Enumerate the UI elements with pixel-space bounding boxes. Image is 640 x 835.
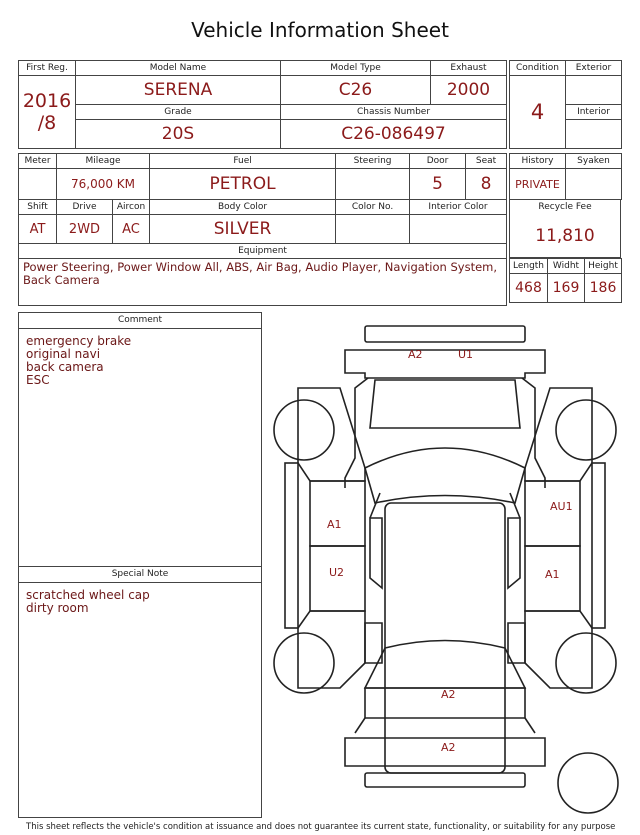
front-bumper [345, 350, 545, 378]
comment-text: emergency brake original navi back camera ESC [26, 334, 132, 387]
steering-value [336, 169, 410, 200]
body-color-value: SILVER [150, 215, 336, 244]
shift-value: AT [19, 215, 57, 244]
door-header: Door [410, 154, 466, 169]
chassis-value: C26-086497 [281, 120, 507, 149]
seat-header: Seat [466, 154, 507, 169]
history-header: History [510, 154, 566, 169]
tail-lamps [355, 718, 535, 733]
left-front-door [310, 481, 365, 546]
special-note-header: Special Note [19, 567, 261, 583]
height-header: Height [585, 259, 622, 274]
aircon-header: Aircon [113, 200, 150, 215]
mark-right-front-door: AU1 [550, 500, 573, 513]
right-rear-wheel [556, 633, 616, 693]
interior-color-header: Interior Color [410, 200, 507, 215]
vehicle-spec-table [18, 153, 507, 306]
mark-rear-bumper: A2 [441, 741, 456, 754]
mark-left-front-door: A1 [327, 518, 342, 531]
color-no-header: Color No. [336, 200, 410, 215]
door-value: 5 [410, 169, 466, 200]
aircon-value: AC [113, 215, 150, 244]
exterior-value [566, 76, 622, 105]
left-skirt [285, 463, 298, 628]
equipment-header: Equipment [19, 244, 507, 259]
disclaimer-footer: This sheet reflects the vehicle's condition at issuance and does not guarantee its current state, functionality, or suitability for any purpose [26, 822, 616, 832]
model-type-header: Model Type [281, 61, 431, 76]
right-window [508, 518, 520, 588]
roof [385, 503, 505, 773]
length-header: Length [510, 259, 548, 274]
width-value: 169 [548, 274, 585, 303]
recycle-fee-table [509, 199, 621, 258]
rear-bumper-strip [365, 773, 525, 787]
mark-tailgate: A2 [441, 688, 456, 701]
left-rear-wheel [274, 633, 334, 693]
condition-header: Condition [510, 61, 566, 76]
first-reg-value [19, 76, 76, 149]
condition-table [509, 60, 622, 149]
pillars [370, 493, 520, 518]
windshield [365, 448, 525, 503]
special-note-box [18, 566, 262, 818]
sheet-title: Vehicle Information Sheet [191, 18, 449, 42]
shift-header: Shift [19, 200, 57, 215]
syaken-value [566, 169, 622, 200]
body-color-header: Body Color [150, 200, 336, 215]
mark-front-bumper-u: U1 [458, 348, 474, 361]
steering-header: Steering [336, 154, 410, 169]
vehicle-info-table [18, 60, 507, 149]
rear-side-windows [365, 623, 525, 663]
color-no-value [336, 215, 410, 244]
interior-header: Interior [566, 105, 622, 120]
right-front-wheel [556, 400, 616, 460]
model-name-value: SERENA [76, 76, 281, 105]
seat-value: 8 [466, 169, 507, 200]
dimensions-table [509, 258, 622, 303]
history-table [509, 153, 622, 200]
hood [370, 380, 520, 428]
mark-right-rear-door: A1 [545, 568, 560, 581]
fuel-header: Fuel [150, 154, 336, 169]
condition-value: 4 [510, 76, 566, 149]
front-fenders [345, 378, 545, 488]
right-skirt [592, 463, 605, 628]
mark-left-rear-door: U2 [329, 566, 345, 579]
comment-box [18, 312, 262, 567]
car-damage-diagram [270, 318, 620, 820]
model-name-header: Model Name [76, 61, 281, 76]
height-value: 186 [585, 274, 622, 303]
special-note-text: scratched wheel cap dirty room [26, 588, 150, 615]
grade-value: 20S [76, 120, 281, 149]
width-header: Widht [548, 259, 585, 274]
grade-header: Grade [76, 104, 281, 120]
exterior-header: Exterior [566, 61, 622, 76]
spare-wheel [558, 753, 618, 813]
front-bumper-strip [365, 326, 525, 342]
recycle-fee-header: Recycle Fee [510, 200, 621, 215]
drive-value: 2WD [57, 215, 113, 244]
equipment-value: Power Steering, Power Window All, ABS, Air Bag, Audio Player, Navigation System, Back Camera [19, 259, 507, 306]
first-reg-year: 2016 [22, 90, 72, 112]
history-value: PRIVATE [510, 169, 566, 200]
mark-front-bumper-a: A2 [408, 348, 423, 361]
left-front-wheel [274, 400, 334, 460]
comment-header: Comment [19, 313, 261, 329]
rear-window [365, 641, 525, 689]
mileage-header: Mileage [57, 154, 150, 169]
mileage-value: 76,000 KM [57, 169, 150, 200]
meter-header: Meter [19, 154, 57, 169]
length-value: 468 [510, 274, 548, 303]
left-window [370, 518, 382, 588]
exhaust-value: 2000 [431, 76, 507, 105]
interior-color-value [410, 215, 507, 244]
meter-value [19, 169, 57, 200]
first-reg-header: First Reg. [19, 61, 76, 76]
first-reg-month: /8 [37, 112, 57, 134]
drive-header: Drive [57, 200, 113, 215]
syaken-header: Syaken [566, 154, 622, 169]
fuel-value: PETROL [150, 169, 336, 200]
exhaust-header: Exhaust [431, 61, 507, 76]
model-type-value: C26 [281, 76, 431, 105]
interior-value [566, 120, 622, 149]
chassis-header: Chassis Number [281, 104, 507, 120]
right-front-door [525, 481, 580, 546]
recycle-fee-value: 11,810 [510, 214, 621, 258]
